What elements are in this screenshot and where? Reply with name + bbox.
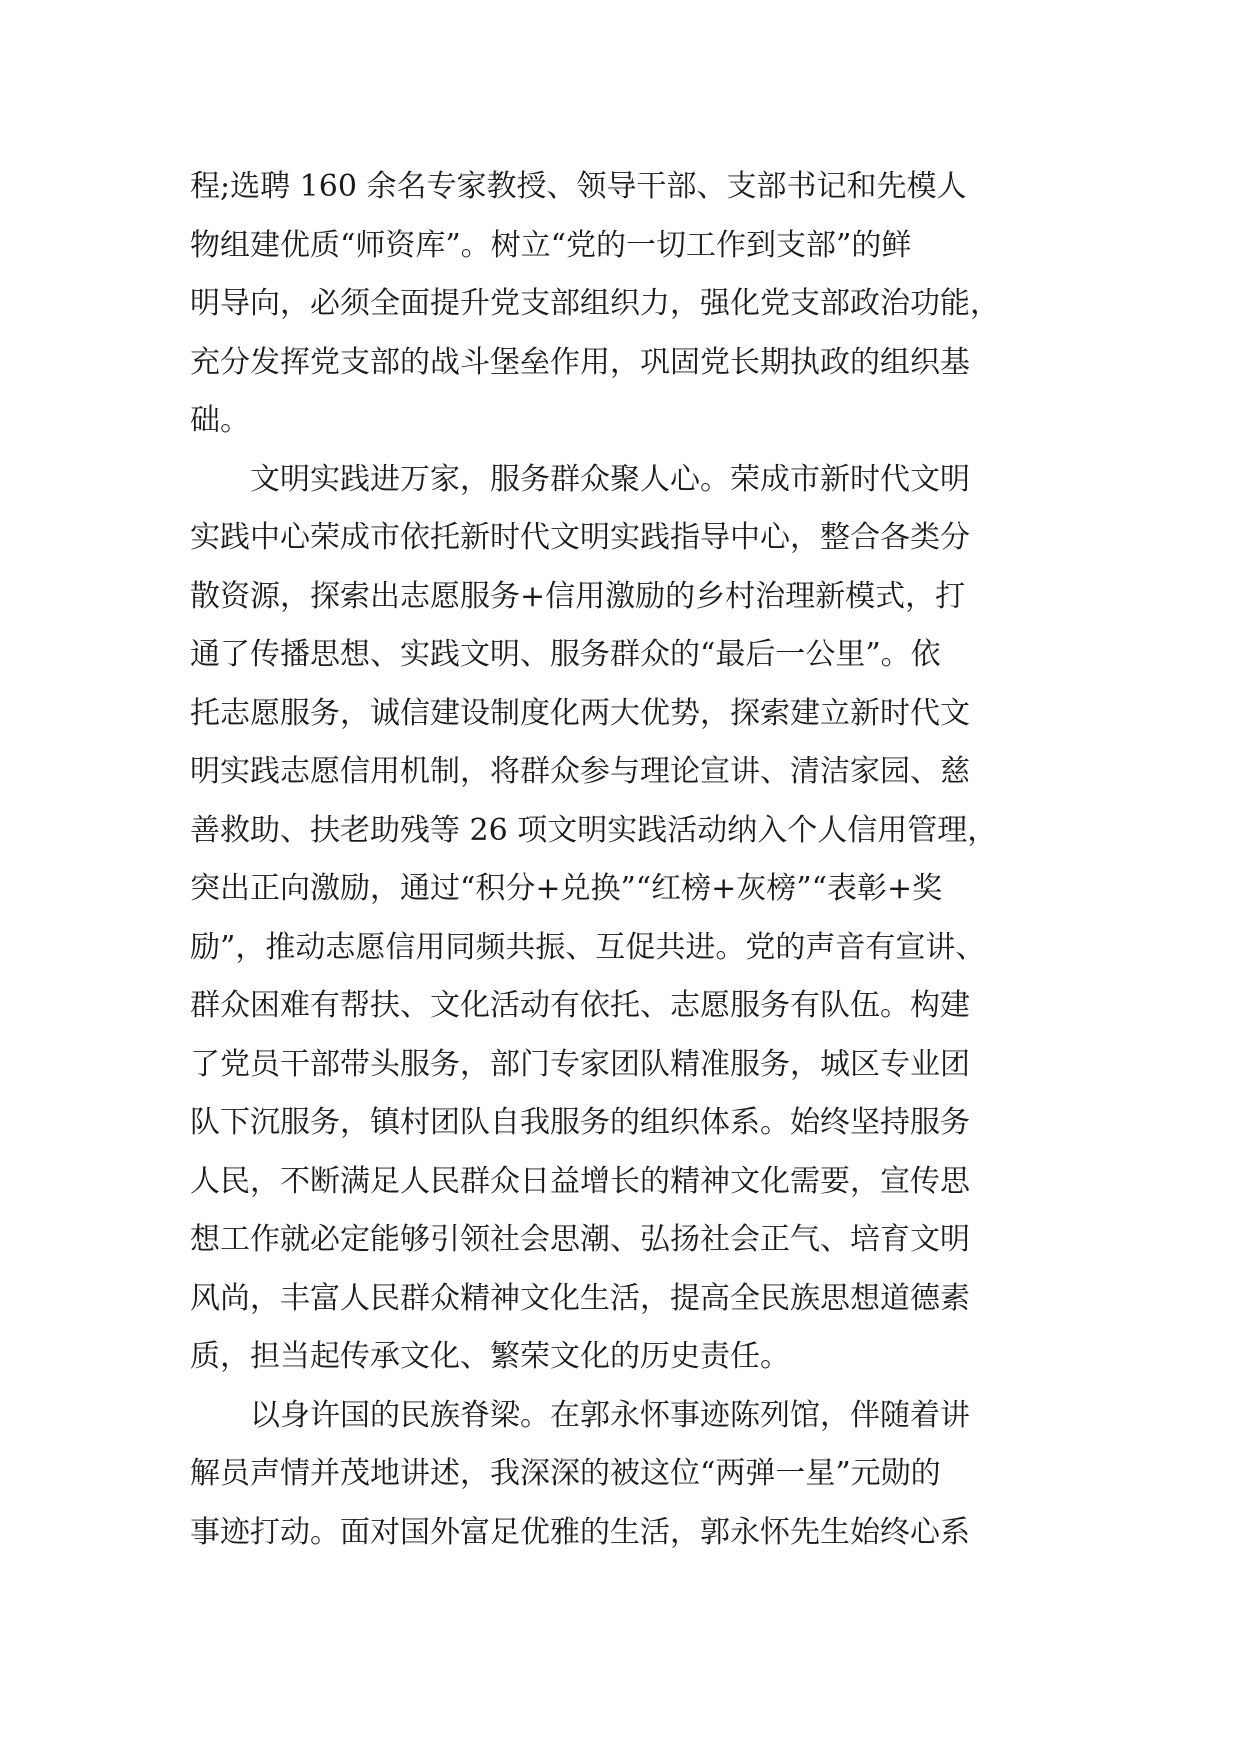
text-line: 励”，推动志愿信用同频共振、互促共进。党的声音有宣讲、: [190, 929, 986, 965]
text-line: 通了传播思想、实践文明、服务群众的“最后一公里”。依: [190, 637, 941, 672]
text-line: 散资源，探索出志愿服务+信用激励的乡村治理新模式，打: [190, 578, 966, 614]
text-line: 充分发挥党支部的战斗堡垒作用，巩固党长期执政的组织基: [190, 344, 970, 380]
text-line: 托志愿服务，诚信建设制度化两大优势，探索建立新时代文: [190, 695, 970, 731]
text-line: 明导向，必须全面提升党支部组织力，强化党支部政治功能，: [190, 286, 1000, 321]
text-line: 了党员干部带头服务，部门专家团队精准服务，城区专业团: [190, 1046, 970, 1082]
text-line: 础。: [190, 403, 250, 438]
text-line: 实践中心荣成市依托新时代文明实践指导中心，整合各类分: [190, 520, 970, 555]
text-line: 明实践志愿信用机制，将群众参与理论宣讲、清洁家园、慈: [190, 754, 970, 789]
text-line: 质，担当起传承文化、繁荣文化的历史责任。: [190, 1339, 790, 1374]
text-line: 人民，不断满足人民群众日益增长的精神文化需要，宣传思: [190, 1163, 970, 1199]
text-line: 文明实践进万家，服务群众聚人心。荣成市新时代文明: [190, 461, 970, 497]
text-line: 事迹打动。面对国外富足优雅的生活，郭永怀先生始终心系: [190, 1514, 970, 1550]
text-line: 解员声情并茂地讲述，我深深的被这位“两弹一星”元勋的: [190, 1456, 941, 1491]
text-line: 善救助、扶老助残等 26 项文明实践活动纳入个人信用管理，: [190, 812, 998, 848]
text-line: 突出正向激励，通过“积分+兑换”“红榜+灰榜”“表彰+奖: [190, 871, 943, 906]
text-line: 以身许国的民族脊梁。在郭永怀事迹陈列馆，伴随着讲: [190, 1397, 970, 1433]
paragraph: [190, 451, 1052, 1387]
text-line: 物组建优质“师资库”。树立“党的一切工作到支部”的鲜: [190, 227, 912, 263]
text-line: 队下沉服务，镇村团队自我服务的组织体系。始终坚持服务: [190, 1105, 970, 1140]
paragraph: [190, 1387, 1052, 1563]
text-line: 想工作就必定能够引领社会思潮、弘扬社会正气、培育文明: [190, 1222, 970, 1257]
text-line: 程;选聘 160 余名专家教授、领导干部、支部书记和先模人: [190, 169, 967, 204]
text-line: 群众困难有帮扶、文化活动有依托、志愿服务有队伍。构建: [190, 988, 970, 1023]
paragraph: [190, 158, 1052, 451]
document-body: [190, 158, 1052, 1562]
text-line: 风尚，丰富人民群众精神文化生活，提高全民族思想道德素: [190, 1280, 970, 1316]
